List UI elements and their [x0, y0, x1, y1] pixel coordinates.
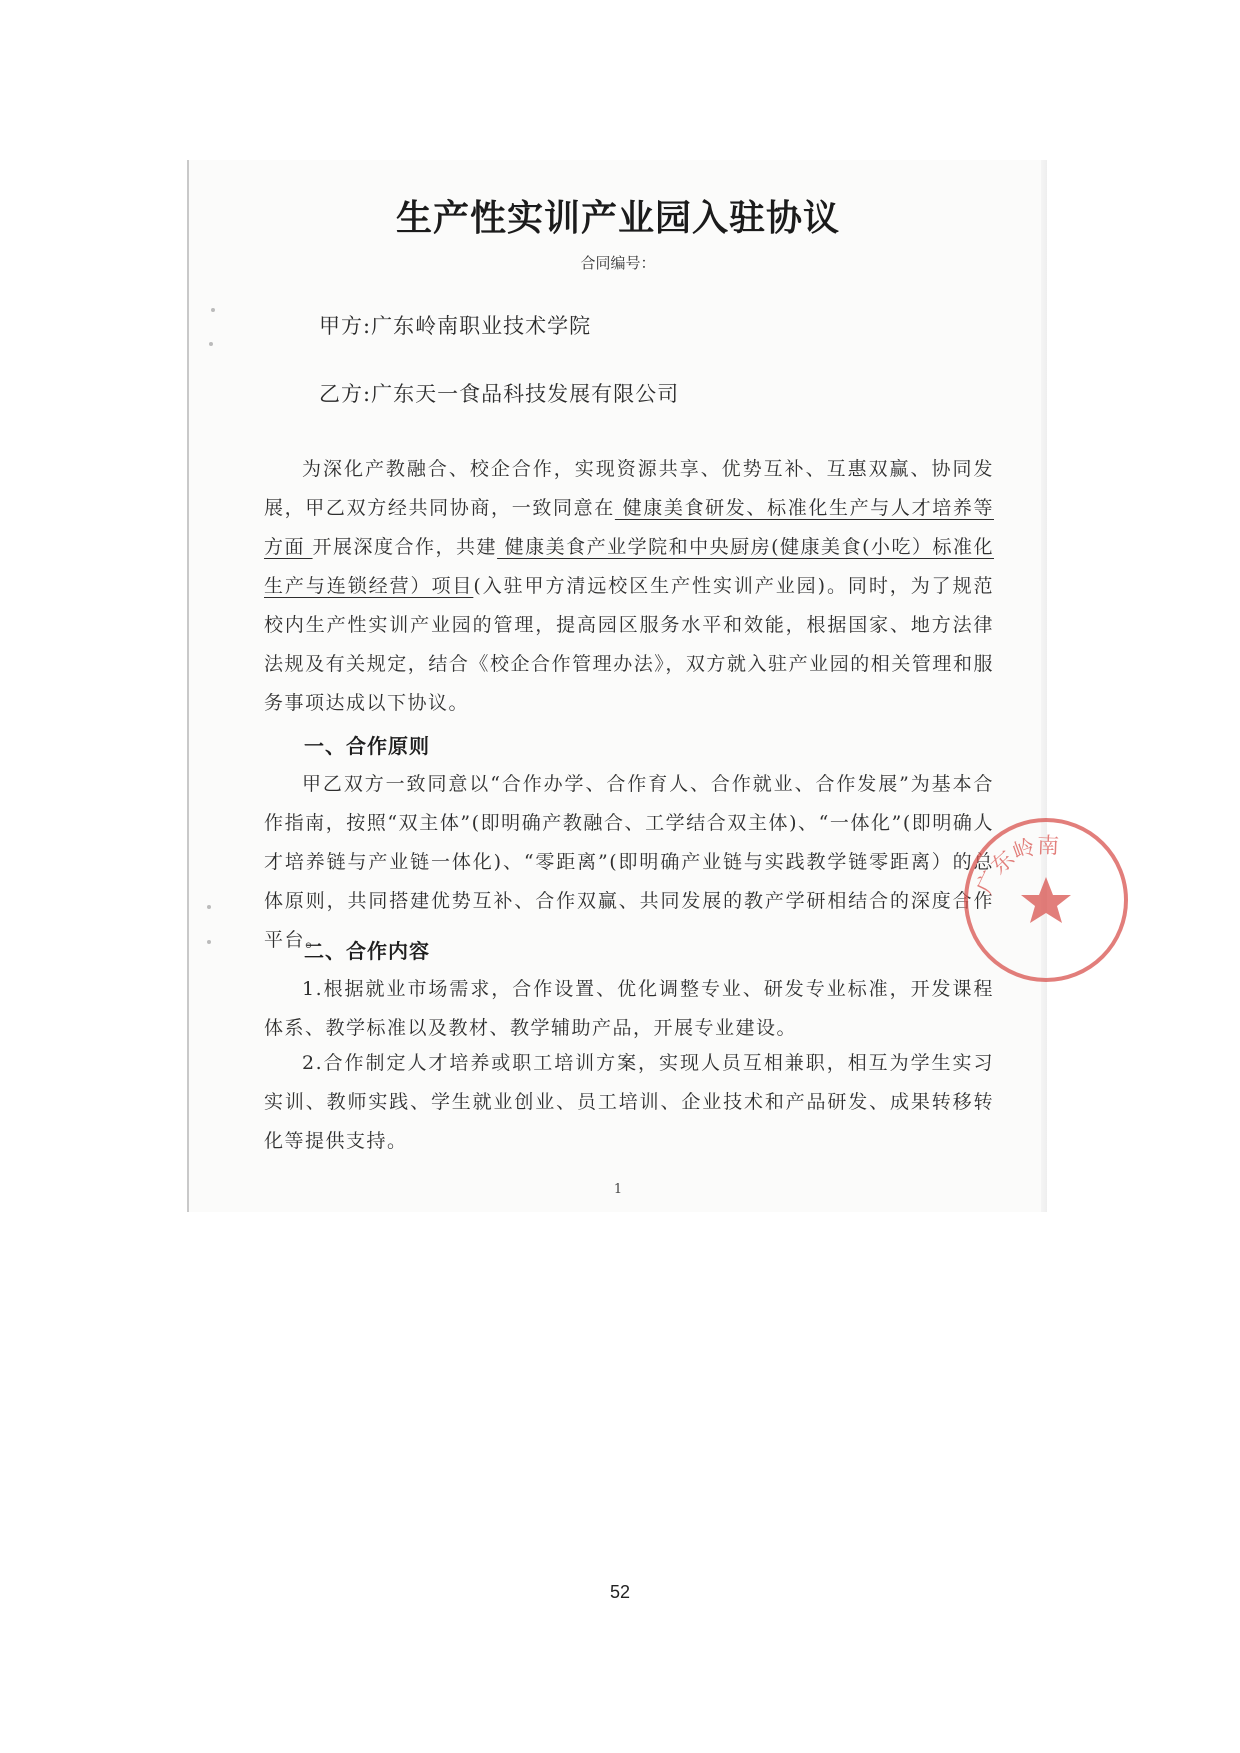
section-2-heading: 二、合作内容 [304, 939, 430, 963]
page-number: 52 [609, 1582, 631, 1602]
intro-paragraph [264, 450, 994, 723]
scan-speck [209, 342, 213, 346]
contract-number-label: 合同编号： [580, 254, 656, 272]
scan-speck [207, 905, 211, 909]
section-1-heading: 一、合作原则 [304, 734, 430, 758]
section-2-item-1: 1.根据就业市场需求，合作设置、优化调整专业、研发专业标准，开发课程体系、教学标准以及教材、教学辅助产品，开展专业建设。 [264, 978, 994, 1039]
section-2-item-2: 2.合作制定人才培养或职工培训方案，实现人员互相兼职，相互为学生实习实训、教师实践、学生就业创业、员工培训、企业技术和产品研发、成果转移转化等提供支持。 [264, 1052, 994, 1152]
intro-text-2: 开展深度合作，共建 [312, 536, 498, 558]
intro-text-3: (入驻甲方清远校区生产性实训产业园)。同时，为了规范校内生产性实训产业园的管理，提高园区服务水平和效能，根据国家、地方法律法规及有关规定，结合《校企合作管理办法》，双方就入驻产业园的相关管理和服务事项达成以下协议。 [264, 575, 994, 714]
intro-underlined-2: 健康美食产业学院和中央厨房(健康美食(小吃）标准化生产与连锁经营）项目 [264, 536, 994, 597]
seal-text: 广东岭南 [972, 833, 1060, 899]
scanned-page [187, 160, 1060, 1212]
section-1-body: 甲乙双方一致同意以“合作办学、合作育人、合作就业、合作发展”为基本合作指南，按照“双主体”(即明确产教融合、工学结合双主体)、“一体化”(即明确人才培养链与产业链一体化)、“零距离”(即明确产业链与实践教学链零距离）的总体原则，共同搭建优势互补、合作双赢、共同发展的教产学研相结合的深度合作平台。 [264, 773, 994, 951]
intro-underlined-1: 健康美食研发、标准化生产与人才培养等方面 [264, 497, 994, 558]
party-a: 甲方:广东岭南职业技术学院 [319, 314, 592, 338]
scan-speck [207, 940, 211, 944]
scan-edge [1041, 160, 1047, 1212]
scan-page-number: 1 [613, 1182, 623, 1197]
document-title: 生产性实训产业园入驻协议 [395, 198, 840, 239]
scan-speck [211, 308, 215, 312]
party-b: 乙方:广东天一食品科技发展有限公司 [319, 382, 680, 406]
intro-text-1: 为深化产教融合、校企合作，实现资源共享、优势互补、互惠双赢、协同发展，甲乙双方经共同协商，一致同意在 [264, 458, 994, 519]
